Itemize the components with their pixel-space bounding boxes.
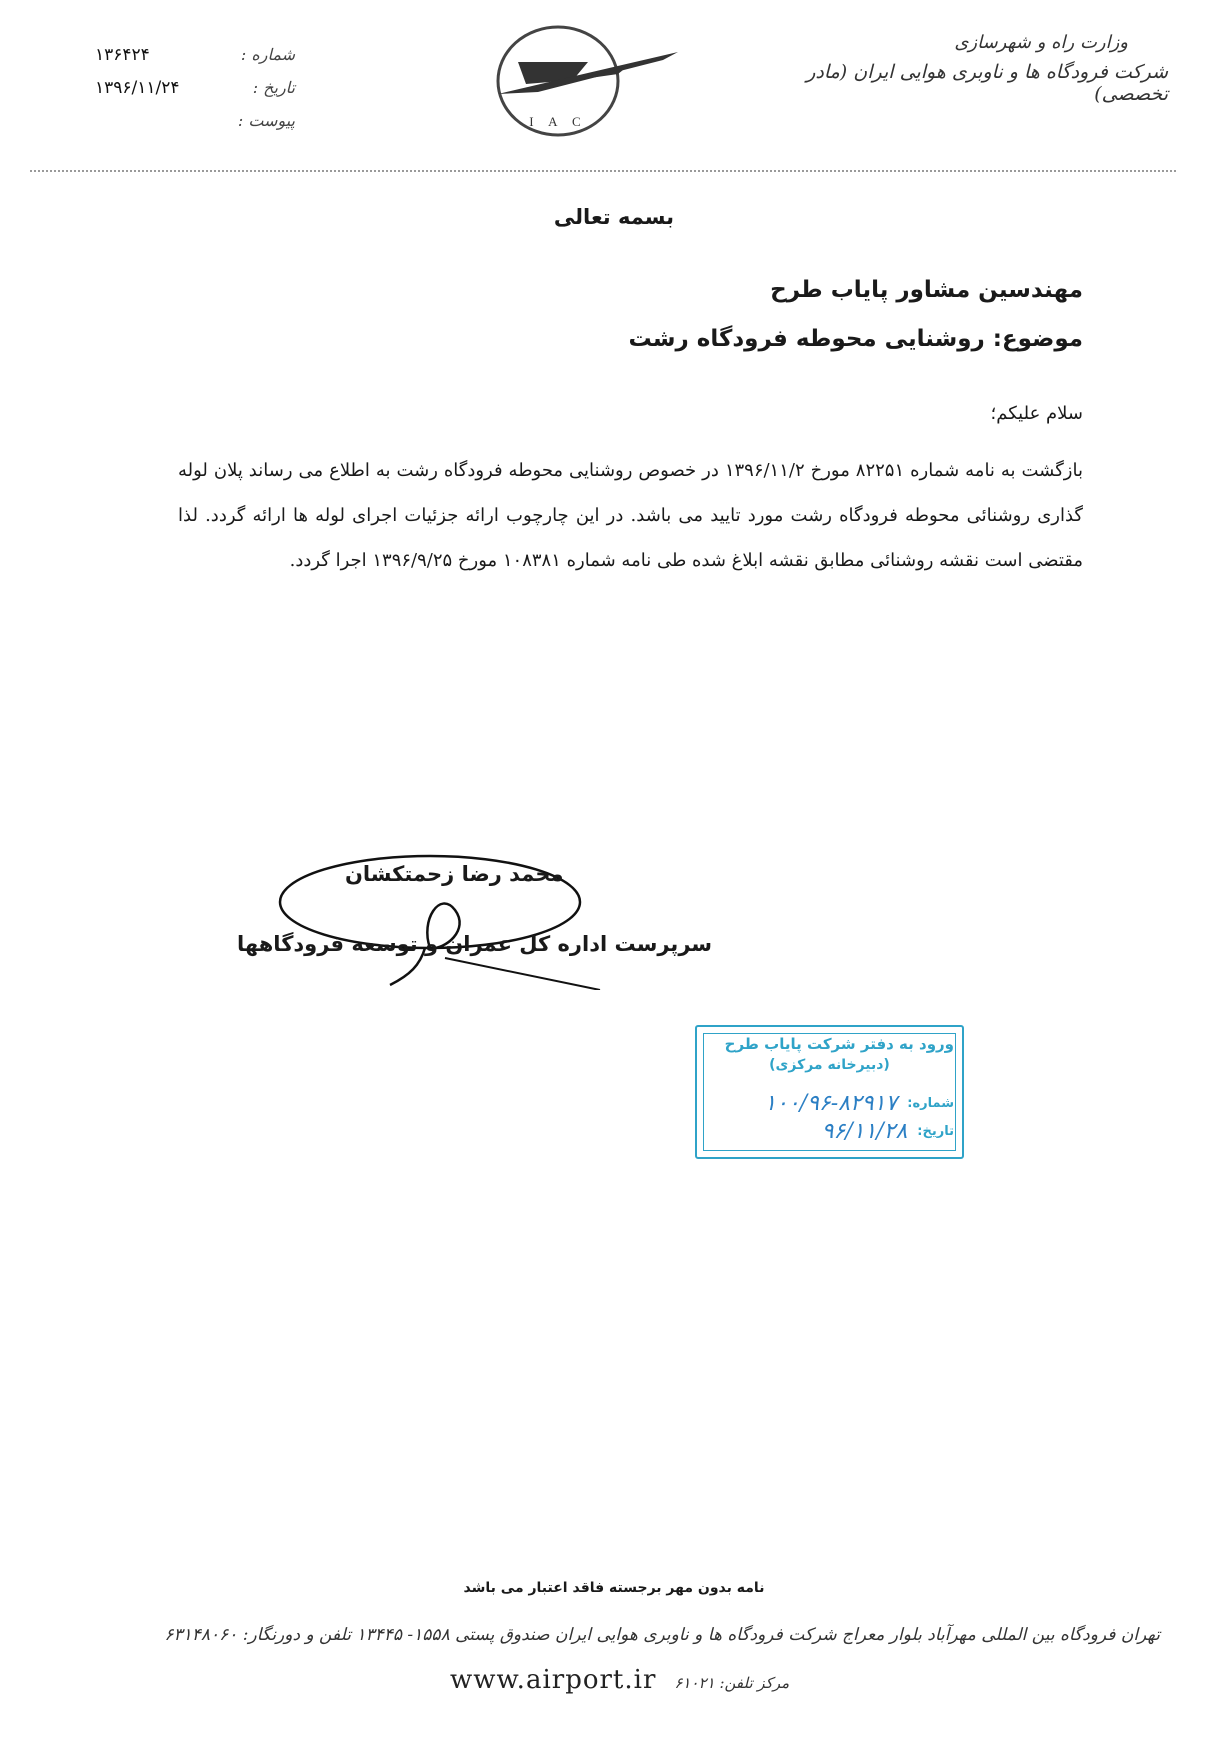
stamp-number-row — [764, 1091, 954, 1116]
subject: موضوع: روشنایی محوطه فرودگاه رشت — [628, 326, 1083, 352]
stamp-date-row — [822, 1119, 954, 1144]
letter-number: ۱۳۶۴۲۴ — [95, 44, 150, 65]
salutation: بسمه تعالی — [553, 205, 675, 229]
center-phone: مرکز تلفن: ۶۱۰۲۱ — [674, 1674, 790, 1692]
website-link[interactable]: www.airport.ir — [450, 1665, 657, 1695]
recipient: مهندسین مشاور پایاب طرح — [770, 277, 1083, 303]
meta-attachment-row — [95, 104, 295, 137]
stamp-number-label: شماره: — [907, 1096, 954, 1111]
stamp-subtitle: (دبیرخانه مرکزی) — [769, 1057, 890, 1073]
stamp-number: ۱۰۰/۹۶-۸۲۹۱۷ — [764, 1091, 898, 1116]
stamp-title: ورود به دفتر شرکت پایاب طرح — [724, 1035, 954, 1053]
ministry-name: وزارت راه و شهرسازی — [954, 32, 1128, 53]
letter-body: بازگشت به نامه شماره ۸۲۲۵۱ مورخ ۱۳۹۶/۱۱/۲ در خصوص روشنایی محوطه فرودگاه رشت به اطلاع می رساند پلان لوله گذاری روشنائی محوطه فرودگاه رشت مورد تایید می باشد. در این چارچوب ارائه جزئیات اجرای لوله ها ارائه گردد. لذا مقتضی است نقشه روشنائی مطابق نقشه ابلاغ شده طی نامه شماره ۱۰۸۳۸۱ مورخ ۱۳۹۶/۹/۲۵ اجرا گردد. — [178, 460, 1083, 571]
greeting: سلام علیکم؛ — [990, 403, 1083, 424]
meta-date-row — [95, 71, 295, 104]
footer-address: تهران فرودگاه بین المللی مهرآباد بلوار معراج شرکت فرودگاه ها و ناوبری هوایی ایران صندوق پستی ۱۵۵۸- ۱۳۴۴۵ تلفن و دورنگار: ۶۳۱۴۸۰۶۰ — [164, 1625, 1160, 1645]
iac-logo — [478, 22, 700, 140]
attachment-label: پیوست : — [237, 111, 295, 130]
footer-contact — [450, 1665, 789, 1695]
receipt-stamp — [695, 1025, 964, 1159]
signatory-name: محمد رضا زحمتکشان — [345, 862, 564, 886]
meta-number-row — [95, 38, 295, 71]
validity-note: نامه بدون مهر برجسته فاقد اعتبار می باشد — [463, 1580, 765, 1596]
signatory-title: سرپرست اداره کل عمران و توسعه فرودگاهها — [237, 932, 713, 956]
company-name: شرکت فرودگاه ها و ناوبری هوایی ایران (مادر تخصصی) — [806, 61, 1168, 105]
date-label: تاریخ : — [252, 78, 295, 97]
logo-text: I A C — [529, 114, 587, 129]
stamp-date-label: تاریخ: — [917, 1124, 954, 1139]
letter-meta — [95, 38, 295, 137]
letter-date: ۱۳۹۶/۱۱/۲۴ — [95, 77, 180, 98]
header-divider — [30, 170, 1176, 172]
organization-header — [748, 32, 1168, 105]
number-label: شماره : — [240, 45, 295, 64]
stamp-date: ۹۶/۱۱/۲۸ — [821, 1119, 908, 1144]
